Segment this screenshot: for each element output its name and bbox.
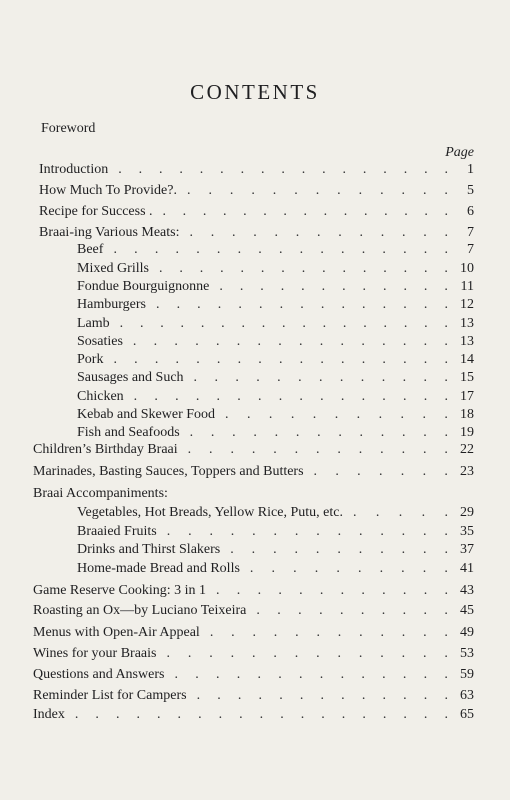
toc-page-number: 7 <box>467 225 474 240</box>
toc-entry <box>39 202 474 222</box>
toc-page-number: 5 <box>467 183 474 198</box>
toc-page-number: 18 <box>460 407 474 422</box>
toc-entry-label: Fish and Seafoods <box>77 425 180 440</box>
toc-entry-label: Vegetables, Hot Breads, Yellow Rice, Putu, etc. <box>77 505 343 520</box>
dot-leader: . . . . . . . . . . . . . . <box>174 667 448 682</box>
toc-subentry <box>77 559 474 579</box>
dot-leader: . . . . . . . . . . <box>249 561 448 576</box>
toc-page-number: 63 <box>460 688 474 703</box>
dot-leader: . . . . . <box>352 505 448 520</box>
toc-subentry <box>77 259 474 279</box>
toc-entry-label: Chicken <box>77 389 124 404</box>
dot-leader: . . . . . . . . . . . . . <box>189 425 448 440</box>
toc-entry <box>33 705 474 725</box>
toc-entry <box>33 440 474 460</box>
dot-leader: . . . . . . . . . . . . <box>219 279 448 294</box>
dot-leader: . . . . . . . . . . . . . . . . . <box>113 242 448 257</box>
toc-entry-label: Sosaties <box>77 334 123 349</box>
toc-entry-label: Recipe for Success . <box>39 204 153 219</box>
toc-page-number: 45 <box>460 603 474 618</box>
toc-entry-label: Sausages and Such <box>77 370 184 385</box>
toc-page-number: 14 <box>460 352 474 367</box>
toc-page-number: 10 <box>460 261 474 276</box>
toc-page-number: 22 <box>460 442 474 457</box>
toc-entry-label: Mixed Grills <box>77 261 149 276</box>
dot-leader: . . . . . . . . . . . . . <box>189 225 448 240</box>
toc-page-number: 23 <box>460 464 474 479</box>
toc-page-number: 7 <box>467 242 474 257</box>
page-title: CONTENTS <box>190 80 320 104</box>
dot-leader: . . . . . . . . . . . . . <box>193 370 448 385</box>
toc-entry <box>33 665 474 685</box>
foreword-heading: Foreword <box>41 121 96 136</box>
toc-entry-label: Game Reserve Cooking: 3 in 1 <box>33 583 207 598</box>
toc-entry <box>39 160 474 180</box>
toc-entry-label: Questions and Answers <box>33 667 165 682</box>
dot-leader: . . . . . . . . . . . . . . . . . <box>118 162 448 177</box>
toc-page-number: 15 <box>460 370 474 385</box>
page-column-label: Page <box>445 145 474 160</box>
toc-entry-label: Wines for your Braais <box>33 646 157 661</box>
toc-page-number: 53 <box>460 646 474 661</box>
toc-subentry <box>77 522 474 542</box>
toc-subentry <box>77 277 474 297</box>
toc-entry-label: Roasting an Ox—by Luciano Teixeira <box>33 603 247 618</box>
toc-page-number: 29 <box>460 505 474 520</box>
toc-entry <box>39 181 474 201</box>
toc-entry-label: Kebab and Skewer Food <box>77 407 216 422</box>
toc-entry-label: Marinades, Basting Sauces, Toppers and Butters <box>33 464 304 479</box>
toc-page-number: 37 <box>460 542 474 557</box>
dot-leader: . . . . . . . . . . . . . <box>196 688 448 703</box>
dot-leader: . . . . . . . . . . . <box>230 542 448 557</box>
toc-entry-label: Introduction <box>39 162 109 177</box>
toc-entry-label: Pork <box>77 352 104 367</box>
dot-leader: . . . . . . . . . . . . . . . . . <box>113 352 448 367</box>
toc-entry <box>33 686 474 706</box>
dot-leader: . . . . . . . . . . . . . . . . <box>133 389 448 404</box>
toc-page-number: 12 <box>460 297 474 312</box>
toc-page-number: 49 <box>460 625 474 640</box>
toc-entry-label: Fondue Bourguignonne <box>77 279 210 294</box>
toc-entry-label: How Much To Provide?. <box>39 183 177 198</box>
dot-leader: . . . . . . . . . . . . . <box>186 183 448 198</box>
toc-page-number: 59 <box>460 667 474 682</box>
toc-subentry <box>77 295 474 315</box>
dot-leader: . . . . . . . <box>313 464 448 479</box>
dot-leader: . . . . . . . . . . . . . <box>187 442 448 457</box>
dot-leader: . . . . . . . . . . . . . . . . . . . <box>74 707 448 722</box>
toc-entry-label: Braai-ing Various Meats: <box>39 225 180 240</box>
toc-page-number: 13 <box>460 316 474 331</box>
dot-leader: . . . . . . . . . . . . . . . <box>155 297 448 312</box>
toc-page-number: 65 <box>460 707 474 722</box>
toc-entry-label: Home-made Bread and Rolls <box>77 561 240 576</box>
dot-leader: . . . . . . . . . . <box>256 603 448 618</box>
toc-entry-label: Braaied Fruits <box>77 524 157 539</box>
toc-subentry <box>77 332 474 352</box>
toc-subentry <box>77 350 474 370</box>
toc-subentry <box>77 368 474 388</box>
toc-page-number: 17 <box>460 389 474 404</box>
toc-entry-label: Menus with Open-Air Appeal <box>33 625 200 640</box>
toc-entry <box>33 644 474 664</box>
toc-entry-label: Hamburgers <box>77 297 146 312</box>
toc-entry <box>33 601 474 621</box>
toc-entry <box>33 623 474 643</box>
dot-leader: . . . . . . . . . . . . <box>216 583 448 598</box>
toc-page-number: 1 <box>467 162 474 177</box>
toc-page-number: 41 <box>460 561 474 576</box>
toc-page-number: 43 <box>460 583 474 598</box>
dot-leader: . . . . . . . . . . . <box>225 407 448 422</box>
toc-entry-label: Children’s Birthday Braai <box>33 442 178 457</box>
dot-leader: . . . . . . . . . . . . <box>209 625 448 640</box>
dot-leader: . . . . . . . . . . . . . . . <box>158 261 448 276</box>
dot-leader: . . . . . . . . . . . . . . . . . <box>119 316 448 331</box>
toc-subentry <box>77 240 474 260</box>
toc-page-number: 13 <box>460 334 474 349</box>
toc-subentry <box>77 387 474 407</box>
toc-page-number: 6 <box>467 204 474 219</box>
dot-leader: . . . . . . . . . . . . . . . <box>162 204 448 219</box>
toc-subentry <box>77 540 474 560</box>
toc-entry <box>33 462 474 482</box>
dot-leader: . . . . . . . . . . . . . . <box>166 646 448 661</box>
toc-subentry <box>77 503 474 523</box>
toc-page-number: 11 <box>460 279 474 294</box>
toc-page-number: 35 <box>460 524 474 539</box>
toc-subentry <box>77 405 474 425</box>
toc-page-number: 19 <box>460 425 474 440</box>
toc-entry <box>33 581 474 601</box>
dot-leader: . . . . . . . . . . . . . . . . <box>132 334 448 349</box>
toc-entry-label: Braai Accompaniments: <box>33 486 168 501</box>
toc-entry <box>33 484 474 504</box>
toc-entry-label: Reminder List for Campers <box>33 688 187 703</box>
dot-leader: . . . . . . . . . . . . . . <box>166 524 448 539</box>
toc-entry-label: Index <box>33 707 65 722</box>
toc-entry-label: Beef <box>77 242 104 257</box>
toc-entry-label: Lamb <box>77 316 110 331</box>
toc-entry-label: Drinks and Thirst Slakers <box>77 542 221 557</box>
toc-subentry <box>77 314 474 334</box>
